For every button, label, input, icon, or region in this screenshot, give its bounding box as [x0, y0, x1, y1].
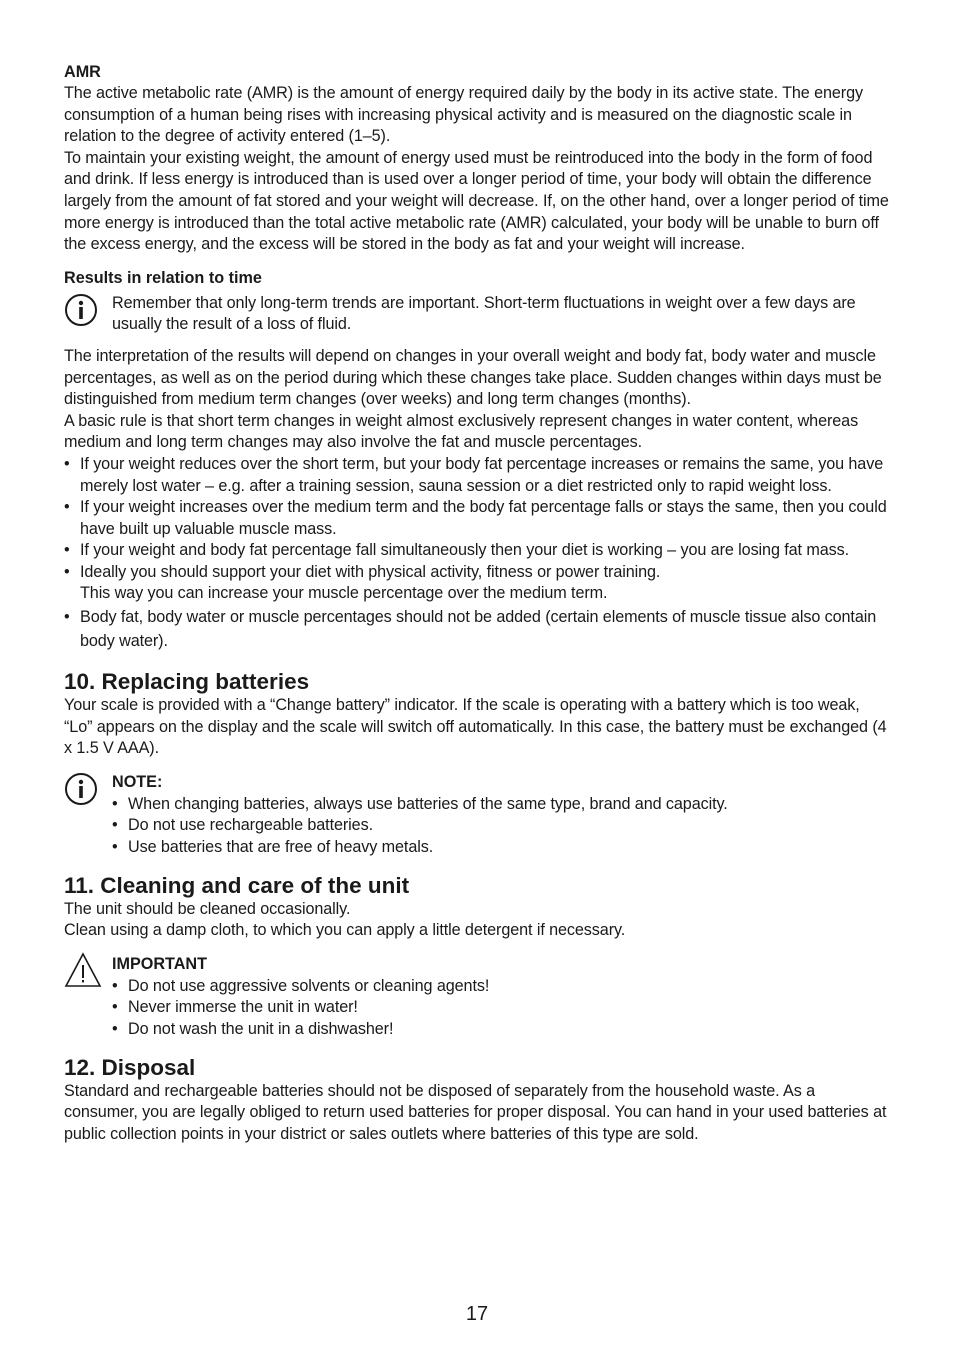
list-item: • Do not wash the unit in a dishwasher! — [112, 1019, 892, 1041]
page-number: 17 — [465, 1303, 489, 1325]
batteries-note — [64, 770, 892, 859]
list-item-line-2: This way you can increase your muscle percentage over the medium term. — [80, 584, 608, 603]
important-title: IMPORTANT — [112, 954, 208, 973]
info-icon — [64, 772, 98, 806]
results-info-text: Remember that only long-term trends are important. Short-term fluctuations in weight over a few days are usually the result of a loss of fluid. — [112, 293, 856, 334]
list-item: • Never immerse the unit in water! — [112, 997, 892, 1019]
list-item-line-1: Ideally you should support your diet with physical activity, fitness or power training. — [80, 562, 661, 581]
list-item: • Do not use aggressive solvents or cleaning agents! — [112, 976, 892, 998]
list-item: • When changing batteries, always use batteries of the same type, brand and capacity. — [112, 794, 892, 816]
batteries-paragraph: Your scale is provided with a “Change battery” indicator. If the scale is operating with a battery which is too weak, “Lo” appears on the display and the scale will switch off automatically. In this case, the battery must be exchanged (4 x 1.5 V AAA). — [64, 696, 887, 758]
amr-paragraph-1: The active metabolic rate (AMR) is the amount of energy required daily by the body in its active state. The energy consumption of a human being rises with increasing physical activity and is measured on the diagnostic scale in relation to the degree of activity entered (1–5). — [64, 84, 863, 146]
info-icon — [64, 293, 98, 327]
cleaning-heading: 11. Cleaning and care of the unit — [64, 872, 410, 898]
list-item: • If your weight and body fat percentage fall simultaneously then your diet is working – you are losing fat mass. — [64, 540, 892, 562]
results-title: Results in relation to time — [64, 268, 262, 287]
list-item: • If your weight reduces over the short term, but your body fat percentage increases or remains the same, you have merely lost water – e.g. after a training session, sauna session or a diet restricted only to rapid weight loss. — [64, 454, 892, 497]
list-item: • Use batteries that are free of heavy metals. — [112, 837, 892, 859]
list-item: • Do not use rechargeable batteries. — [112, 815, 892, 837]
results-bullet-list — [64, 454, 892, 653]
amr-section — [64, 62, 892, 256]
batteries-section — [64, 669, 892, 859]
amr-title: AMR — [64, 63, 101, 81]
warning-icon — [64, 952, 102, 988]
results-paragraph-2: A basic rule is that short term changes in weight almost exclusively represent changes in water content, whereas medium and long term changes may also involve the fat and muscle percentages. — [64, 411, 859, 452]
disposal-heading: 12. Disposal — [64, 1054, 196, 1080]
disposal-paragraph: Standard and rechargeable batteries should not be disposed of separately from the household waste. As a consumer, you are legally obliged to return used batteries for proper disposal. You can hand in your used batteries at public collection points in your district or sales outlets where batteries of this type are sold. — [64, 1081, 887, 1143]
amr-paragraph-2: To maintain your existing weight, the amount of energy used must be reintroduced into the body in the form of food and drink. If less energy is introduced than is used over a longer period of time, your body will obtain the difference largely from the amount of fat stored and your weight will decrease. If, on the other hand, over a longer period of time more energy is introduced than the total active metabolic rate (AMR) calculated, your body will be unable to burn off the excess energy, and the excess will be stored in the body as fat and your weight will increase. — [64, 148, 889, 254]
disposal-section — [64, 1055, 892, 1146]
batteries-heading: 10. Replacing batteries — [64, 669, 310, 695]
cleaning-paragraph-1: The unit should be cleaned occasionally. — [64, 899, 351, 918]
list-item: • Body fat, body water or muscle percentages should not be added (certain elements of muscle tissue also contain body water). — [64, 605, 892, 653]
results-info-note — [64, 293, 892, 336]
list-item — [64, 562, 892, 605]
list-item: • If your weight increases over the medium term and the body fat percentage falls or stays the same, then you could have built up valuable muscle mass. — [64, 497, 892, 540]
page-content — [64, 62, 892, 1145]
important-list — [112, 976, 892, 1041]
cleaning-important-note — [64, 952, 892, 1041]
results-paragraph-1: The interpretation of the results will depend on changes in your overall weight and body fat, body water and muscle percentages, as well as on the period during which these changes take place. Sudden changes within days must be distinguished from medium term changes (over weeks) and long term changes (months). — [64, 346, 882, 409]
note-list — [112, 794, 892, 859]
cleaning-paragraph-2: Clean using a damp cloth, to which you can apply a little detergent if necessary. — [64, 921, 626, 940]
cleaning-section — [64, 873, 892, 1041]
results-section — [64, 268, 892, 653]
note-title: NOTE: — [112, 772, 163, 791]
